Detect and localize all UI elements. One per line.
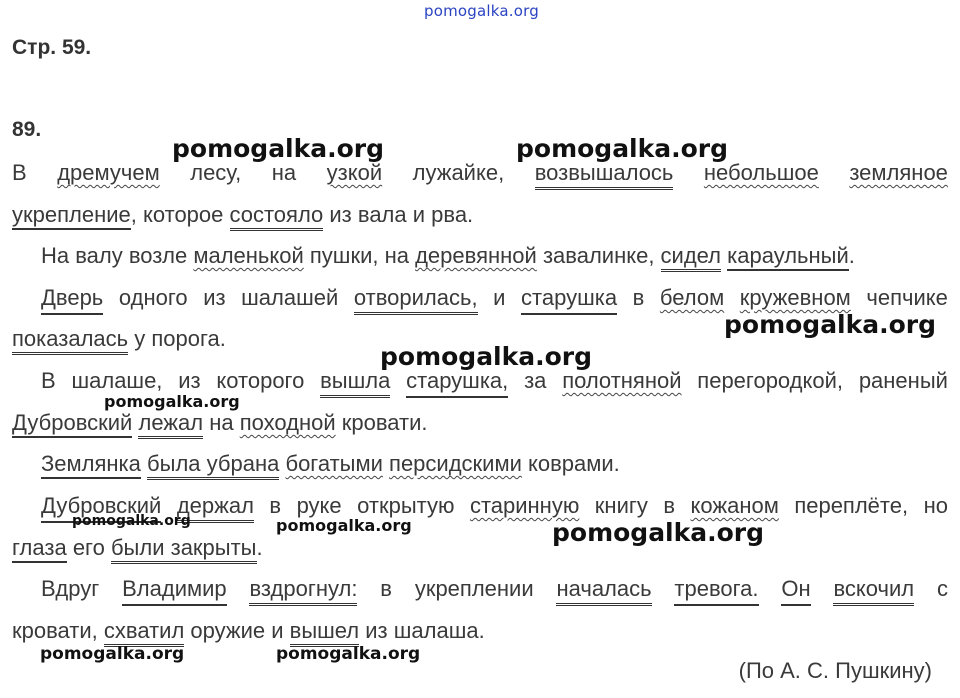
word-predicate: лежал: [138, 410, 203, 439]
word: лужайке,: [412, 160, 505, 185]
word: на: [271, 160, 297, 185]
watermark: pomogalka.org: [72, 513, 191, 529]
text-run: коврами.: [521, 451, 620, 476]
word-wavy: небольшое: [703, 160, 819, 185]
watermark: pomogalka.org: [380, 342, 593, 371]
text-line-1: [12, 160, 948, 190]
text-run: На валу возле: [41, 243, 194, 268]
word-predicate: вздрогнул:: [249, 576, 357, 606]
word-subject: тревога.: [674, 576, 758, 606]
text-run: .: [848, 243, 855, 268]
watermark: pomogalka.org: [40, 644, 185, 664]
word: но: [923, 493, 948, 518]
watermark: pomogalka.org: [724, 310, 937, 339]
word: переплёте,: [794, 493, 909, 518]
word: из: [178, 368, 201, 393]
text-line-7: [12, 410, 428, 436]
word-wavy: персидскими: [389, 451, 522, 476]
word: укреплении: [414, 576, 534, 601]
word-wavy: маленькой: [193, 243, 304, 268]
text-run: кровати.: [335, 410, 428, 435]
text-line-2: [12, 202, 473, 228]
watermark: pomogalka.org: [172, 134, 385, 163]
word-predicate: сидел: [661, 243, 721, 272]
text-line-8: [41, 451, 620, 477]
word: книгу: [594, 493, 648, 518]
word-wavy: кожаном: [690, 493, 779, 518]
word: в: [380, 576, 392, 601]
word-subject: укрепление: [12, 202, 131, 230]
word-subject: Дубровский: [41, 493, 161, 523]
text-run: , которое: [130, 202, 230, 227]
text-run: .: [256, 535, 263, 560]
word-subject: Он: [781, 576, 810, 606]
word: открытую: [357, 493, 455, 518]
word: В: [41, 368, 56, 393]
word: в: [269, 493, 282, 518]
word: за: [524, 368, 547, 393]
word-wavy: кружевном: [739, 285, 851, 310]
watermark: pomogalka.org: [516, 134, 729, 163]
text-run: у порога.: [128, 326, 226, 351]
word-predicate: состояло: [230, 202, 324, 231]
word-wavy: узкой: [326, 160, 383, 185]
word: и: [493, 285, 506, 310]
word: с: [936, 576, 948, 601]
word-subject: Землянка: [41, 451, 141, 479]
word: раненый: [858, 368, 948, 393]
word-subject: Владимир: [122, 576, 227, 606]
word: шалашей: [241, 285, 339, 310]
watermark: pomogalka.org: [552, 518, 765, 547]
word: в: [632, 285, 645, 310]
word-subject: караульный: [727, 243, 849, 271]
word: которого: [216, 368, 305, 393]
word-predicate: вскочил: [833, 576, 914, 606]
word: одного: [118, 285, 188, 310]
text-line-12: [12, 618, 485, 644]
word-wavy: богатыми: [285, 451, 383, 476]
page-reference: Стр. 59.: [12, 36, 92, 59]
word-wavy: старинную: [469, 493, 580, 518]
word: руке: [296, 493, 342, 518]
word-subject: глаза: [12, 535, 67, 563]
word: шалаше,: [71, 368, 163, 393]
word-wavy: дремучем: [57, 160, 160, 185]
text-run: пушки, на: [303, 243, 416, 268]
word-predicate: отворилась,: [354, 285, 478, 315]
text-run: из вала и рва.: [323, 202, 474, 227]
word-wavy: походной: [239, 410, 336, 435]
word-predicate: держал: [177, 493, 254, 523]
word-predicate: была убрана: [147, 451, 279, 480]
word-predicate: началась: [556, 576, 651, 606]
text-line-5: [12, 326, 226, 352]
word-predicate: схватил: [104, 618, 184, 647]
text-line-11: [41, 576, 948, 606]
word-subject: старушка,: [406, 368, 508, 398]
source-attribution: (По А. С. Пушкину): [738, 658, 932, 683]
word-wavy: деревянной: [415, 243, 537, 268]
word-subject: Дубровский: [12, 410, 132, 438]
word: перегородкой,: [697, 368, 844, 393]
word: В: [12, 160, 27, 185]
text-run: завалинке,: [536, 243, 661, 268]
text-run: его: [66, 535, 111, 560]
word-subject: старушка: [521, 285, 617, 315]
text-run: из шалаша.: [359, 618, 485, 643]
word-wavy: белом: [659, 285, 725, 310]
text-run: на: [203, 410, 240, 435]
word-predicate: были закрыты: [111, 535, 257, 564]
exercise-number: 89.: [12, 118, 42, 141]
text-line-3: [41, 243, 855, 269]
word: в: [663, 493, 676, 518]
text-run: оружие и: [184, 618, 290, 643]
word-wavy: полотняной: [562, 368, 682, 393]
word: лесу,: [190, 160, 242, 185]
watermark: pomogalka.org: [276, 644, 421, 664]
word-predicate: вышла: [320, 368, 390, 398]
watermark: pomogalka.org: [276, 516, 412, 535]
word-wavy: земляное: [849, 160, 948, 185]
word: Вдруг: [41, 576, 100, 601]
word-predicate: вышел: [290, 618, 360, 647]
watermark: pomogalka.org: [104, 392, 240, 411]
word-subject: Дверь: [41, 285, 103, 315]
text-run: кровати,: [12, 618, 104, 643]
word: из: [203, 285, 226, 310]
word: чепчике: [866, 285, 948, 310]
word-predicate: возвышалось: [535, 160, 674, 190]
site-watermark-top: pomogalka.org: [424, 2, 539, 20]
text-line-10: [12, 535, 263, 561]
word-predicate: показалась: [12, 326, 128, 355]
